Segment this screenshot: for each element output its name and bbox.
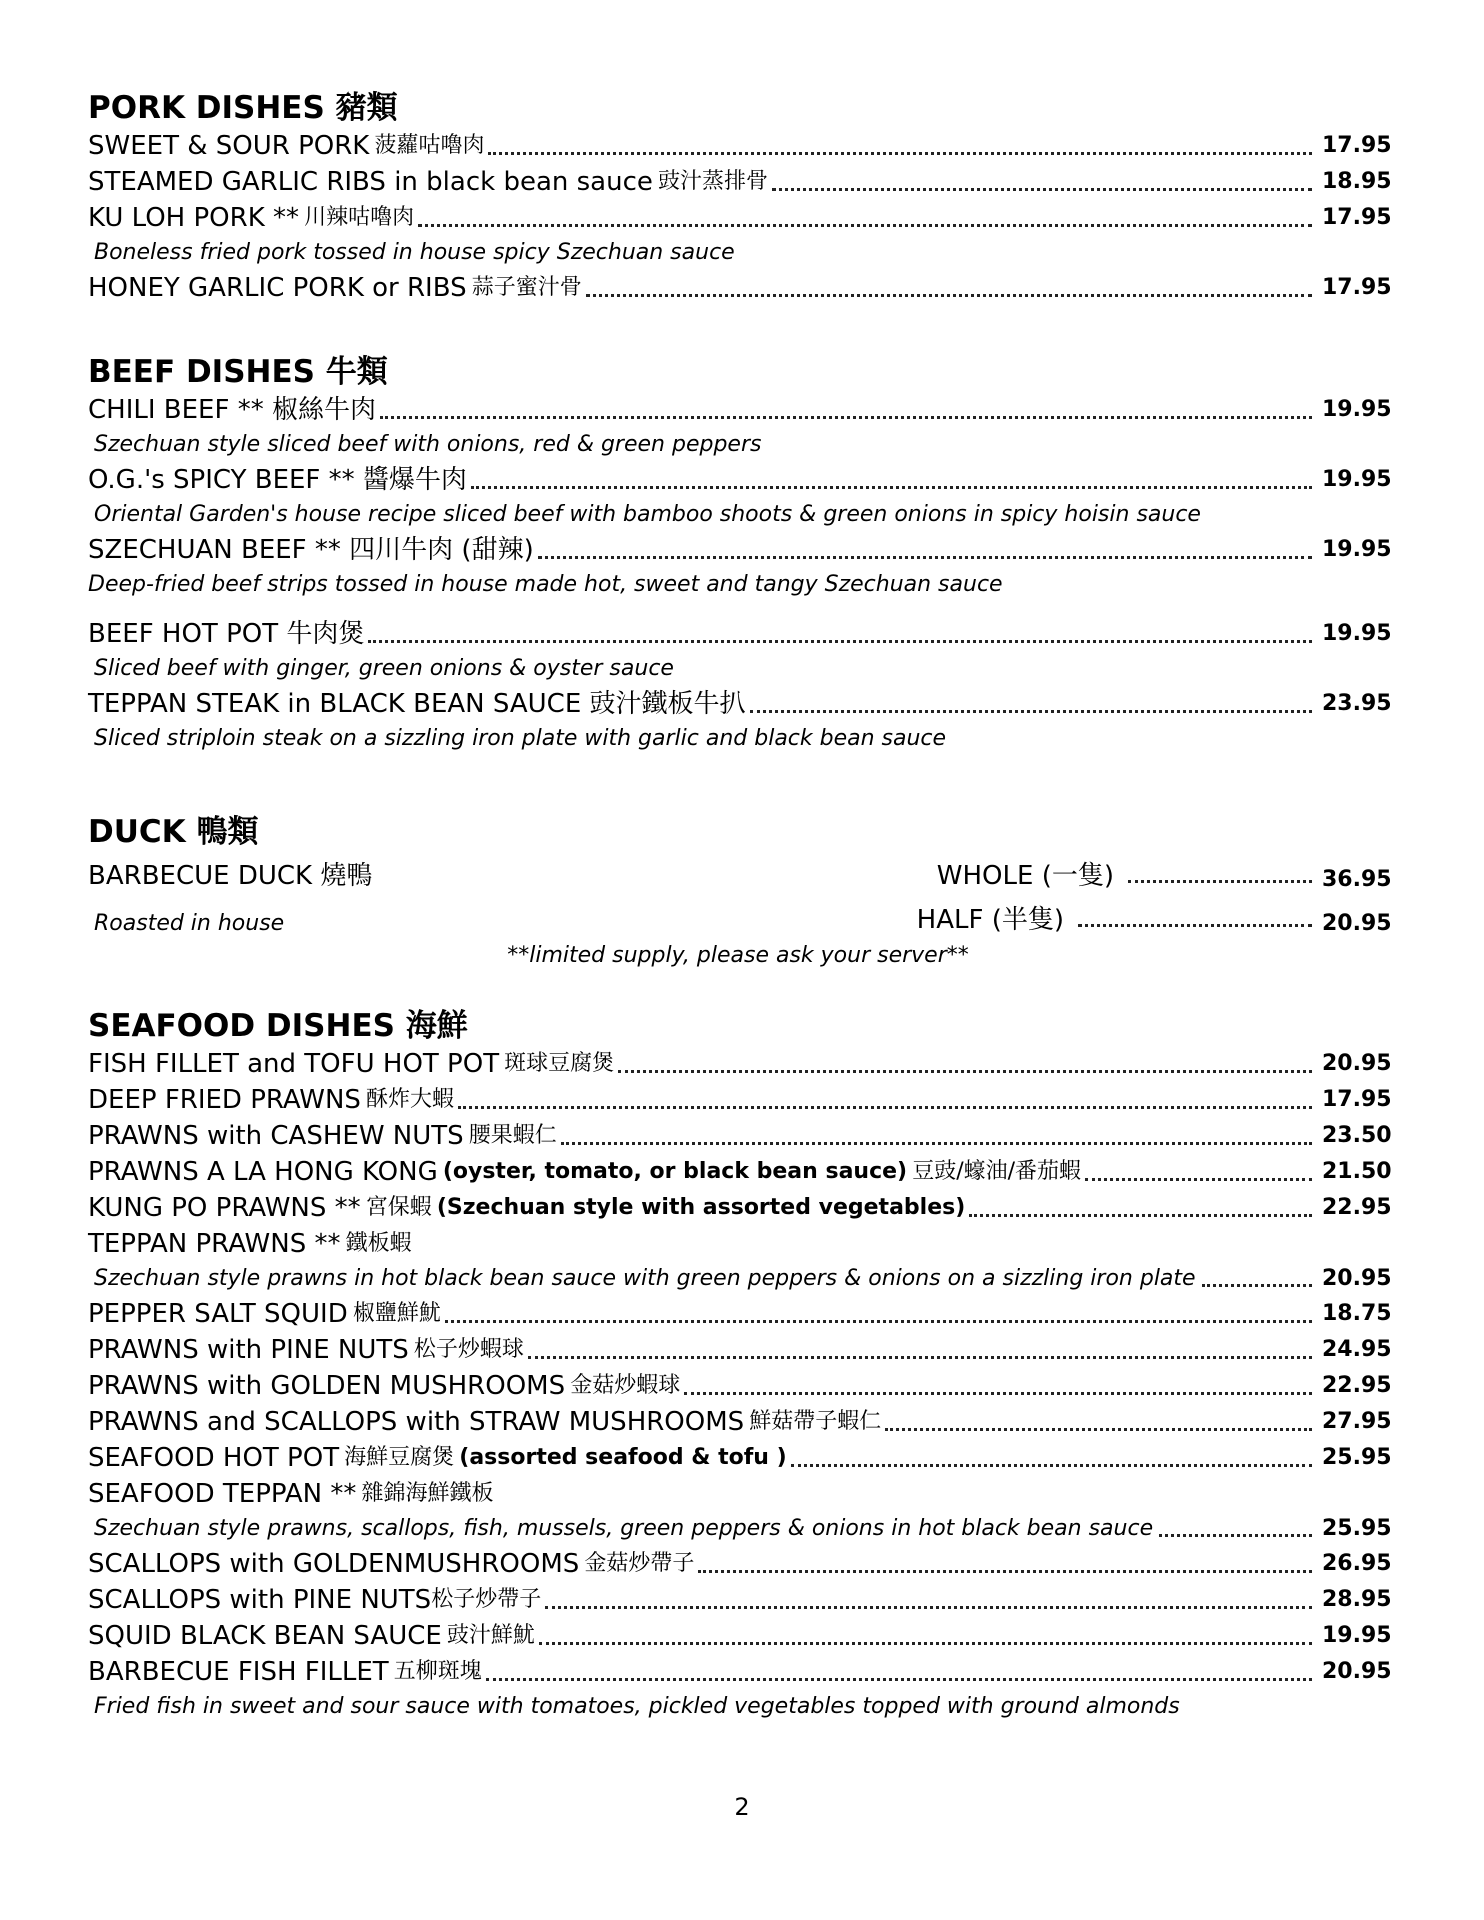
menu-item: FISH FILLET and TOFU HOT POT 斑球豆腐煲 20.95 bbox=[88, 1046, 1388, 1082]
leader-dots bbox=[750, 710, 1312, 713]
half-option: HALF (半隻) 20.95 bbox=[916, 905, 1392, 936]
item-description: Szechuan style prawns in hot black bean sauce with green peppers & onions on a sizzling iron plate bbox=[94, 1266, 1196, 1291]
price: 26.95 bbox=[1322, 1551, 1392, 1576]
leader-dots bbox=[1078, 924, 1312, 927]
price: 19.95 bbox=[1322, 537, 1392, 562]
item-description: Boneless fried pork tossed in house spicy Szechuan sauce bbox=[94, 240, 735, 265]
price: 19.95 bbox=[1322, 467, 1392, 492]
menu-item: BEEF HOT POT 牛肉煲 19.95 bbox=[88, 616, 1388, 652]
section-heading: BEEF DISHES 牛類 bbox=[88, 354, 388, 390]
menu-item-description-priced bbox=[88, 1262, 1392, 1296]
item-description: Fried fish in sweet and sour sauce with tomatoes, pickled vegetables topped with ground almonds bbox=[94, 1694, 1180, 1719]
leader-dots bbox=[458, 1106, 1312, 1109]
price: 18.95 bbox=[1322, 169, 1392, 194]
leader-dots bbox=[885, 1428, 1312, 1431]
price: 21.50 bbox=[1322, 1159, 1392, 1184]
leader-dots bbox=[586, 294, 1312, 297]
seafood-section bbox=[88, 1006, 1392, 1724]
menu-item-description-priced bbox=[88, 1512, 1392, 1546]
leader-dots bbox=[772, 188, 1312, 191]
menu-item: KUNG PO PRAWNS ** 宮保蝦 (Szechuan style with assorted vegetables) 22.95 bbox=[88, 1190, 1388, 1226]
section-heading: DUCK 鴨類 bbox=[88, 814, 259, 850]
price: 25.95 bbox=[1322, 1445, 1392, 1470]
leader-dots bbox=[1085, 1178, 1312, 1181]
duck-name: BARBECUE DUCK 燒鴨 bbox=[88, 861, 373, 891]
duck-row-half bbox=[88, 896, 1392, 940]
price: 20.95 bbox=[1322, 1051, 1392, 1076]
leader-dots bbox=[488, 152, 1312, 155]
menu-item: SEAFOOD HOT POT 海鮮豆腐煲 (assorted seafood & tofu ) 25.95 bbox=[88, 1440, 1388, 1476]
menu-item: DEEP FRIED PRAWNS 酥炸大蝦 17.95 bbox=[88, 1082, 1388, 1118]
leader-dots bbox=[538, 556, 1312, 559]
leader-dots bbox=[380, 416, 1312, 419]
limited-supply-note: **limited supply, please ask your server** bbox=[507, 943, 969, 968]
price: 28.95 bbox=[1322, 1587, 1392, 1612]
menu-item: HONEY GARLIC PORK or RIBS 蒜子蜜汁骨 17.95 bbox=[88, 270, 1388, 306]
section-heading: SEAFOOD DISHES 海鮮 bbox=[88, 1008, 468, 1044]
price: 23.95 bbox=[1322, 691, 1392, 716]
menu-item: PRAWNS A LA HONG KONG (oyster, tomato, or black bean sauce) 豆豉/蠔油/番茄蝦 21.50 bbox=[88, 1154, 1388, 1190]
price: 17.95 bbox=[1322, 275, 1392, 300]
leader-dots bbox=[698, 1570, 1312, 1573]
leader-dots bbox=[471, 486, 1312, 489]
leader-dots bbox=[684, 1392, 1312, 1395]
page-number: 2 bbox=[734, 1793, 750, 1821]
price: 25.95 bbox=[1322, 1516, 1392, 1541]
menu-item: SZECHUAN BEEF ** 四川牛肉 (甜辣) 19.95 bbox=[88, 532, 1388, 568]
menu-item: TEPPAN STEAK in BLACK BEAN SAUCE 豉汁鐵板牛扒 23.95 bbox=[88, 686, 1388, 722]
leader-dots bbox=[1128, 880, 1312, 883]
leader-dots bbox=[486, 1678, 1312, 1681]
item-description: Oriental Garden's house recipe sliced beef with bamboo shoots & green onions in spicy hoisin sauce bbox=[94, 502, 1201, 527]
item-description: Deep-fried beef strips tossed in house made hot, sweet and tangy Szechuan sauce bbox=[88, 572, 1003, 597]
price: 17.95 bbox=[1322, 205, 1392, 230]
whole-option: WHOLE (一隻) 36.95 bbox=[936, 861, 1392, 892]
menu-item: PRAWNS and SCALLOPS with STRAW MUSHROOMS 鮮菇帶子蝦仁 27.95 bbox=[88, 1404, 1388, 1440]
leader-dots bbox=[545, 1606, 1312, 1609]
menu-item: TEPPAN PRAWNS ** 鐵板蝦 bbox=[88, 1229, 412, 1259]
menu-item: O.G.'s SPICY BEEF ** 醬爆牛肉 19.95 bbox=[88, 462, 1388, 498]
leader-dots bbox=[539, 1642, 1312, 1645]
price: 20.95 bbox=[1322, 911, 1392, 936]
leader-dots bbox=[791, 1464, 1312, 1467]
menu-item: PRAWNS with GOLDEN MUSHROOMS 金菇炒蝦球 22.95 bbox=[88, 1368, 1388, 1404]
leader-dots bbox=[445, 1320, 1312, 1323]
leader-dots bbox=[418, 224, 1312, 227]
price: 18.75 bbox=[1322, 1301, 1392, 1326]
menu-item: SQUID BLACK BEAN SAUCE 豉汁鮮魷 19.95 bbox=[88, 1618, 1388, 1654]
item-description: Sliced beef with ginger, green onions & oyster sauce bbox=[94, 656, 674, 681]
menu-item: STEAMED GARLIC RIBS in black bean sauce 豉汁蒸排骨 18.95 bbox=[88, 164, 1388, 200]
item-description: Szechuan style prawns, scallops, fish, mussels, green peppers & onions in hot black bean sauce bbox=[94, 1516, 1154, 1541]
price: 22.95 bbox=[1322, 1373, 1392, 1398]
item-description: Sliced striploin steak on a sizzling iron plate with garlic and black bean sauce bbox=[94, 726, 947, 751]
leader-dots bbox=[969, 1214, 1312, 1217]
price: 20.95 bbox=[1322, 1659, 1392, 1684]
item-description: Roasted in house bbox=[94, 911, 285, 936]
price: 36.95 bbox=[1322, 867, 1392, 892]
price: 17.95 bbox=[1322, 133, 1392, 158]
leader-dots bbox=[528, 1356, 1312, 1359]
item-description: Szechuan style sliced beef with onions, red & green peppers bbox=[94, 432, 762, 457]
leader-dots bbox=[618, 1070, 1312, 1073]
pork-section bbox=[88, 88, 1392, 306]
leader-dots bbox=[561, 1142, 1312, 1145]
price: 19.95 bbox=[1322, 621, 1392, 646]
menu-item: CHILI BEEF ** 椒絲牛肉 19.95 bbox=[88, 392, 1388, 428]
leader-dots bbox=[1159, 1534, 1312, 1537]
price: 17.95 bbox=[1322, 1087, 1392, 1112]
menu-item: SWEET & SOUR PORK 菠蘿咕嚕肉 17.95 bbox=[88, 128, 1388, 164]
leader-dots bbox=[368, 640, 1312, 643]
price: 20.95 bbox=[1322, 1266, 1392, 1291]
leader-dots bbox=[1202, 1284, 1312, 1287]
menu-item: KU LOH PORK ** 川辣咕嚕肉 17.95 bbox=[88, 200, 1388, 236]
duck-row-whole bbox=[88, 852, 1392, 896]
price: 22.95 bbox=[1322, 1195, 1392, 1220]
menu-item: SCALLOPS with PINE NUTS 松子炒帶子 28.95 bbox=[88, 1582, 1388, 1618]
duck-section bbox=[88, 812, 1392, 972]
price: 19.95 bbox=[1322, 1623, 1392, 1648]
menu-item: PRAWNS with PINE NUTS 松子炒蝦球 24.95 bbox=[88, 1332, 1388, 1368]
price: 24.95 bbox=[1322, 1337, 1392, 1362]
menu-item: PEPPER SALT SQUID 椒鹽鮮魷 18.75 bbox=[88, 1296, 1388, 1332]
menu-item: BARBECUE FISH FILLET 五柳斑塊 20.95 bbox=[88, 1654, 1388, 1690]
price: 23.50 bbox=[1322, 1123, 1392, 1148]
price: 27.95 bbox=[1322, 1409, 1392, 1434]
menu-item: PRAWNS with CASHEW NUTS 腰果蝦仁 23.50 bbox=[88, 1118, 1388, 1154]
menu-item: SCALLOPS with GOLDENMUSHROOMS 金菇炒帶子 26.95 bbox=[88, 1546, 1388, 1582]
section-heading: PORK DISHES 豬類 bbox=[88, 90, 398, 126]
spacer bbox=[88, 602, 1388, 616]
menu-item: SEAFOOD TEPPAN ** 雜錦海鮮鐵板 bbox=[88, 1479, 494, 1509]
price: 19.95 bbox=[1322, 397, 1392, 422]
beef-section bbox=[88, 352, 1392, 756]
